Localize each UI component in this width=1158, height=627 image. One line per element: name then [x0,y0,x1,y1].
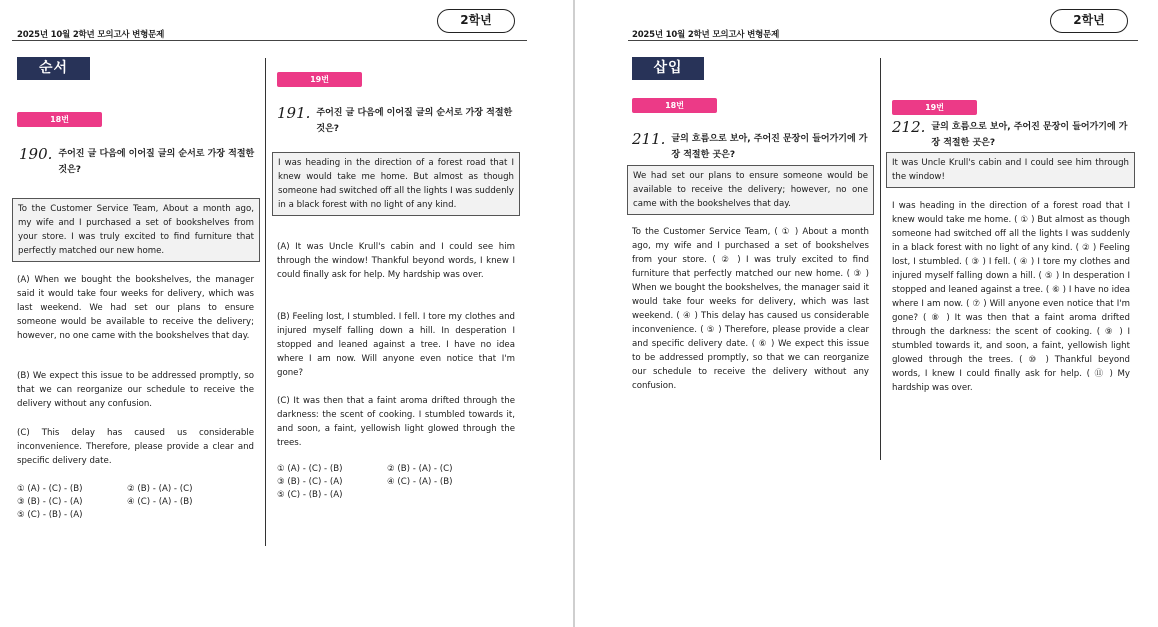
question-prompt: 주어진 글 다음에 이어질 글의 순서로 가장 적절한 것은? [58,149,255,175]
choice-1[interactable]: ① (A) - (C) - (B) [17,484,83,494]
column-divider [265,58,266,546]
choice-1[interactable]: ① (A) - (C) - (B) [277,464,343,474]
choice-5[interactable]: ⑤ (C) - (B) - (A) [17,510,83,520]
given-passage-box: I was heading in the direction of a forest road that I knew would take me home. But almost as though someone had switched off all the lights I was suddenly in a black forest with no light of any kind. [272,152,520,216]
choice-4[interactable]: ④ (C) - (A) - (B) [127,497,193,507]
question-prompt: 주어진 글 다음에 이어질 글의 순서로 가장 적절한 것은? [316,108,513,134]
column-divider [880,58,881,460]
choice-4[interactable]: ④ (C) - (A) - (B) [387,477,453,487]
section-title-order: 순서 [17,57,90,80]
paragraph-b: (B) Feeling lost, I stumbled. I fell. I tore my clothes and injured myself falling down a hill. In desperation I stopped and leaned against a tree. I have no idea where I am now. Will anyone even notice that I'm gone? [277,312,515,378]
question-prompt: 글의 흐름으로 보아, 주어진 문장이 들어가기에 가장 적절한 곳은? [931,122,1128,148]
answer-choices [277,463,497,502]
question-number: 190. [19,145,53,163]
paragraph-b: (B) We expect this issue to be addressed promptly, so that we can reorganize our schedule to receive the delivery without any confusion. [17,371,254,409]
paragraph-a: (A) It was Uncle Krull's cabin and I could see him through the window! Thankful beyond words, I knew I could finally ask for help. My hardship was over. [277,242,515,280]
answer-choices [17,483,237,522]
exam-label: 2025년 10월 2학년 모의고사 변형문제 [17,30,165,40]
insertion-passage: To the Customer Service Team, ( ① ) About a month ago, my wife and I purchased a set of bookshelves from your store. ( ② ) I was truly excited to find furniture that perfectly matched our new home. ( ③ ) When we bought the bookshelves, the manager said it would take four weeks for delivery, which was last weekend. ( ④ ) This delay has caused us considerable inconvenience. ( ⑤ ) Therefore, please provide a clear and specific delivery date. ( ⑥ ) We expect this issue to be addressed promptly, so that we can reorganize our schedule to receive the delivery without any confusion. [632,227,869,391]
question-number: 212. [892,118,926,136]
choice-5[interactable]: ⑤ (C) - (B) - (A) [277,490,343,500]
question-number: 211. [632,130,666,148]
choice-2[interactable]: ② (B) - (A) - (C) [387,464,453,474]
question-211 [632,130,872,163]
page-divider [573,0,575,627]
question-number: 191. [277,104,311,122]
header-rule [12,40,527,41]
left-page [0,0,573,627]
given-passage-box: To the Customer Service Team, About a month ago, my wife and I purchased a set of bookshelves from your store. I was truly excited to find furniture that perfectly matched our new home. [12,198,260,262]
insertion-passage: I was heading in the direction of a forest road that I knew would take me home. ( ① ) But almost as though someone had switched off all the lights I was suddenly in a black forest with no light of any kind. ( ② ) Feeling lost, I stumbled. ( ③ ) I fell. ( ④ ) I tore my clothes and injured myself falling down a hill. ( ⑤ ) In desperation I stopped and leaned against a tree. ( ⑥ ) I have no idea where I am now. ( ⑦ ) Will anyone even notice that I'm gone? ( ⑧ ) It was then that a faint aroma drifted through the darkness: the scent of cooking. ( ⑨ ) I stumbled towards it, and soon, a faint, yellowish light glowed through the trees. ( ⑩ ) Thankful beyond words, I knew I could finally ask for help. ( ⑪ ) My hardship was over. [892,201,1130,393]
given-sentence-box: It was Uncle Krull's cabin and I could see him through the window! [886,152,1135,188]
question-tag-19: 19번 [277,72,362,87]
paragraph-a: (A) When we bought the bookshelves, the manager said it would take four weeks for delivery, which was last weekend. We had set our plans to ensure someone would be available to receive the delivery; however, no one came with the bookshelves that day. [17,275,254,341]
given-sentence-box: We had set our plans to ensure someone would be available to receive the delivery; however, no one came with the bookshelves that day. [627,165,874,215]
header-rule [628,40,1138,41]
question-212 [892,118,1132,151]
section-title-insertion: 삽입 [632,57,704,80]
choice-3[interactable]: ③ (B) - (C) - (A) [17,497,83,507]
question-prompt: 글의 흐름으로 보아, 주어진 문장이 들어가기에 가장 적절한 곳은? [671,134,868,160]
paragraph-c: (C) It was then that a faint aroma drifted through the darkness: the scent of cooking. I stumbled towards it, and soon, a faint, yellowish light glowed through the trees. [277,396,515,448]
choice-2[interactable]: ② (B) - (A) - (C) [127,484,193,494]
exam-label: 2025년 10월 2학년 모의고사 변형문제 [632,30,780,40]
question-tag-18: 18번 [17,112,102,127]
question-tag-19: 19번 [892,100,977,115]
right-page [576,0,1158,627]
grade-badge: 2학년 [437,9,515,33]
paragraph-c: (C) This delay has caused us considerable inconvenience. Therefore, please provide a clear and specific delivery date. [17,428,254,466]
choice-3[interactable]: ③ (B) - (C) - (A) [277,477,343,487]
question-191 [277,104,517,137]
question-tag-18: 18번 [632,98,717,113]
question-190 [19,145,257,178]
grade-badge: 2학년 [1050,9,1128,33]
